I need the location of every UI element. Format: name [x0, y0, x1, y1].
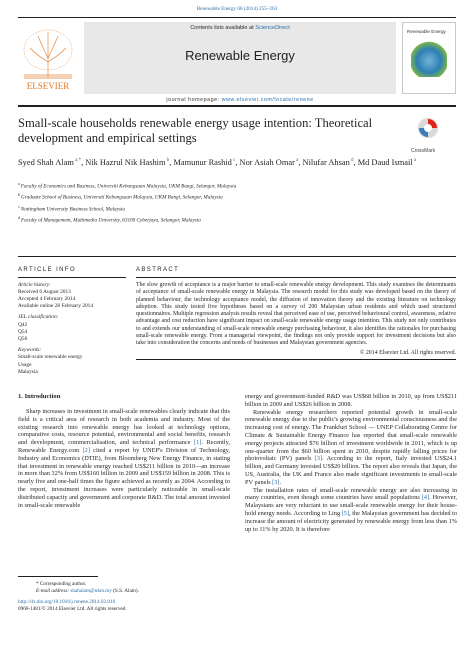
journal-masthead [18, 22, 456, 102]
body-paragraph [245, 409, 457, 487]
journal-citation[interactable]: Renewable Energy 68 (2014) 255–263 [196, 6, 278, 12]
footnotes [18, 576, 230, 613]
body-text-right [245, 393, 457, 533]
author-affiliation-mark[interactable]: b [165, 158, 170, 163]
author-affiliation-mark[interactable]: a [294, 158, 299, 163]
author-affiliation-mark[interactable]: a,* [73, 158, 82, 163]
top-divider [18, 17, 456, 18]
affiliation-text: Faculty of Management, Multimedia University, 63100 Cyberjaya, Selangor, Malaysia [21, 217, 201, 224]
paragraph-text: . [279, 478, 282, 486]
paragraph-text: Renewable energy researchers reported potential growth in small-scale renewable energy due to the public's growing environmental consciousness and the increasing cost of energy. The Frankfurt School — UNEP Collaborating Centre for Climate & Sustainable Energy Finance has reported that small-scale renewable energy projects attracted $76 billion of investment worldwide in 2011, which is up one-quarter from the $60 billion spent in 2010, despite rapidly falling prices for photovoltaic (PV) panels [245, 408, 457, 463]
paragraph-text: cited a report by UNEP's Division of Technology, Industry and Economics (DTIE), from Bloomberg New Energy Finance, in stating that investment in renewable energy reached US$211 billion in 2010—an increase in more than 32% from US$160 billion in 2009 and US$159 billion in 2008. This is nearly five and one-half times the figure achieved as recently as 2004. According to the report, investment increases were particularly noticeable in small-scale distributed capacity and government and corporate R&D. The total amount invested in small-scale renewable [18, 446, 230, 509]
author-name[interactable]: Md Daud Ismail [357, 157, 413, 167]
body-paragraph [245, 487, 457, 534]
paragraph-text: . However, Malaysians are very reluctant to use small-scale renewable energy for their house-hold energy needs. According to Ling [245, 494, 457, 517]
body-paragraph [18, 408, 230, 509]
email-suffix: (S.S. Alam). [111, 587, 139, 594]
email-label: E-mail address: [36, 587, 71, 594]
affiliation [18, 180, 458, 191]
homepage-prefix: journal homepage: [166, 97, 222, 103]
affiliation [18, 203, 458, 214]
abstract-text: The slow growth of acceptance is a major barrier to small-scale renewable energy development. This study examines the determinants of acceptance of small-scale renewable energy in Malaysia. The research model for this study was developed based on the theory of planned behaviour, the technology acceptance model, the diffusion of innovation theory and the existing literature on technology adoption. This study tested five hypotheses based on a survey of 200 Malaysian urban residents and which used structured questionnaires. Multiple regression analysis results reveal that perceived ease of use, perceived behavioural control, awareness, relative advantage and cost reduction have significant impact on small-scale renewable energy usage intention. This study not only contributes to and extends our understanding of small-scale renewable energy purchasing behaviour, it also identifies the rationales for purchasing small-scale renewable energy. From a managerial viewpoint, the findings not only provide support for investment decisions but also take into consideration the concerns and needs of businesses and Malaysian government agencies. [136, 277, 456, 348]
abstract-copyright: © 2014 Elsevier Ltd. All rights reserved. [359, 349, 456, 356]
jel-code: Q54 [18, 328, 28, 335]
paragraph-text: energy and government-funded R&D was US$68 billion in 2010, up from US$211 billion in 2009 and US$26 billion in 2008. [245, 393, 457, 408]
citation-link[interactable]: [3] [272, 478, 280, 486]
history-accepted: Accepted 4 February 2014 [18, 296, 76, 302]
jel-classification [18, 314, 128, 343]
author-affiliation-mark[interactable]: d [349, 158, 354, 163]
history-received: Received 6 August 2013 [18, 288, 71, 295]
abstract-bottom-rule [136, 359, 456, 360]
body-paragraph [245, 393, 457, 409]
doi-link[interactable]: http://dx.doi.org/10.1016/j.renene.2014.02.010 [18, 598, 116, 605]
journal-cover-thumbnail [402, 22, 456, 94]
affiliation-text: Graduate School of Business, Universiti Kebangsaan Malaysia, UKM Bangi, Selangor, Malaysia [21, 195, 223, 202]
affiliation [18, 191, 458, 202]
paragraph-text: Sharp increases in investment in small-scale renewables clearly indicate that this field is a critical area of research in both academia and industry. Most of the existing research into renewable energy has looked at technology options, comparative costs, resource potential, environmental and social benefits, research and development, commercialisation, and technical performance [18, 408, 230, 447]
citation-link[interactable]: [3] [314, 455, 323, 463]
author-name[interactable]: Syed Shah Alam [18, 157, 74, 167]
affiliation-mark: b [18, 192, 21, 198]
jel-code: Q56 [18, 336, 28, 343]
author-name[interactable]: Nik Hazrul Nik Hashim [85, 157, 166, 167]
crossmark-label[interactable]: CrossMark [411, 148, 436, 154]
paragraph-text: . Recently, Renewable Energy.com [18, 439, 230, 454]
article-history [18, 282, 128, 311]
journal-title: Renewable Energy [185, 48, 295, 63]
affiliation-divider [18, 256, 456, 257]
article-info-heading: ARTICLE INFO [18, 267, 77, 273]
citation-link[interactable]: [1] [194, 439, 202, 447]
article-title: Small-scale households renewable energy usage intention: Theoretical development and empirical settings [18, 116, 373, 145]
affiliation-mark: a [18, 181, 21, 186]
author-affiliation-mark[interactable]: a [412, 158, 417, 163]
keywords [18, 347, 128, 376]
author-separator: , [353, 157, 358, 167]
elsevier-tree-logo [18, 22, 78, 94]
publisher-name: ELSEVIER [26, 81, 70, 91]
history-online: Available online 28 February 2014 [18, 303, 94, 310]
body-text-left [18, 408, 230, 509]
journal-homepage-line [84, 97, 396, 103]
paragraph-text: The installation rates of small-scale renewable energy are also increasing in many countries, even though some countries have small populations [245, 486, 457, 502]
author-name[interactable]: Nor Asiah Omar [239, 157, 295, 167]
corresponding-author-note: * Corresponding author. [36, 580, 87, 587]
keywords-label: Keywords: [18, 347, 42, 354]
author-separator: , [169, 157, 174, 167]
body-right-column [245, 393, 457, 533]
keyword: Malaysia [18, 368, 38, 375]
sciencedirect-link[interactable]: ScienceDirect [255, 25, 290, 31]
affiliation [18, 214, 458, 225]
abstract-heading: ABSTRACT [136, 267, 180, 273]
body-left-column [18, 393, 230, 509]
journal-header-box [84, 22, 396, 94]
affiliation-mark: c [18, 203, 21, 209]
paragraph-text: . According to the report, Italy invested US$24.1 billion, and Germany invested US$20 billion. The report also reveals that Japan, the US, Australia, the UK and France also made significant investments in small-scale PV panels [245, 455, 458, 486]
jel-label: JEL classification: [18, 314, 59, 321]
paragraph-text: , the Malaysian government has decided to increase the amount of electricity generated by renewable energy from less than 1% up to 11% by 2020. It is therefore [245, 509, 458, 533]
contents-line [84, 25, 396, 31]
author-list [18, 155, 456, 168]
author-separator: , [81, 157, 86, 167]
masthead-divider [18, 105, 456, 107]
author-affiliation-mark[interactable]: c [231, 158, 236, 163]
footnote-rule [18, 576, 98, 577]
author-separator: , [235, 157, 240, 167]
crossmark-icon[interactable] [400, 117, 456, 139]
citation-link[interactable]: [5] [341, 509, 350, 517]
citation-link[interactable]: [2] [82, 446, 90, 454]
history-label: Article history: [18, 281, 51, 288]
article-info-panel [18, 267, 128, 380]
keyword: Usage [18, 361, 32, 368]
issn-line: 0960-1481/© 2014 Elsevier Ltd. All rights reserved. [18, 605, 127, 612]
affiliation-text: Nottingham University Business School, Malaysia [20, 206, 125, 213]
abstract-panel [136, 267, 456, 359]
affiliation-mark: d [18, 214, 21, 220]
contents-prefix: Contents lists available at [190, 25, 256, 31]
citation-link[interactable]: [4] [421, 494, 430, 502]
cover-image [411, 41, 447, 77]
affiliation-list [18, 180, 458, 225]
article-info-rule [18, 277, 126, 278]
author-name[interactable]: Nilufar Ahsan [302, 157, 350, 167]
author-separator: , [298, 157, 303, 167]
author-name[interactable]: Mamunur Rashid [173, 157, 232, 167]
author-email-link[interactable]: shahalam@ukm.my [70, 587, 112, 594]
affiliation-text: Faculty of Economics and Business, Universiti Kebangsaan Malaysia, UKM Bangi, Selangor, Malaysia [20, 183, 237, 190]
email-note [18, 588, 230, 595]
homepage-link[interactable]: www.elsevier.com/locate/renene [221, 97, 314, 103]
keyword: Small-scale renewable energy [18, 354, 83, 361]
section-heading: 1. Introduction [18, 393, 61, 400]
cover-title: Renewable Energy [407, 29, 446, 34]
jel-code: Q42 [18, 321, 28, 328]
